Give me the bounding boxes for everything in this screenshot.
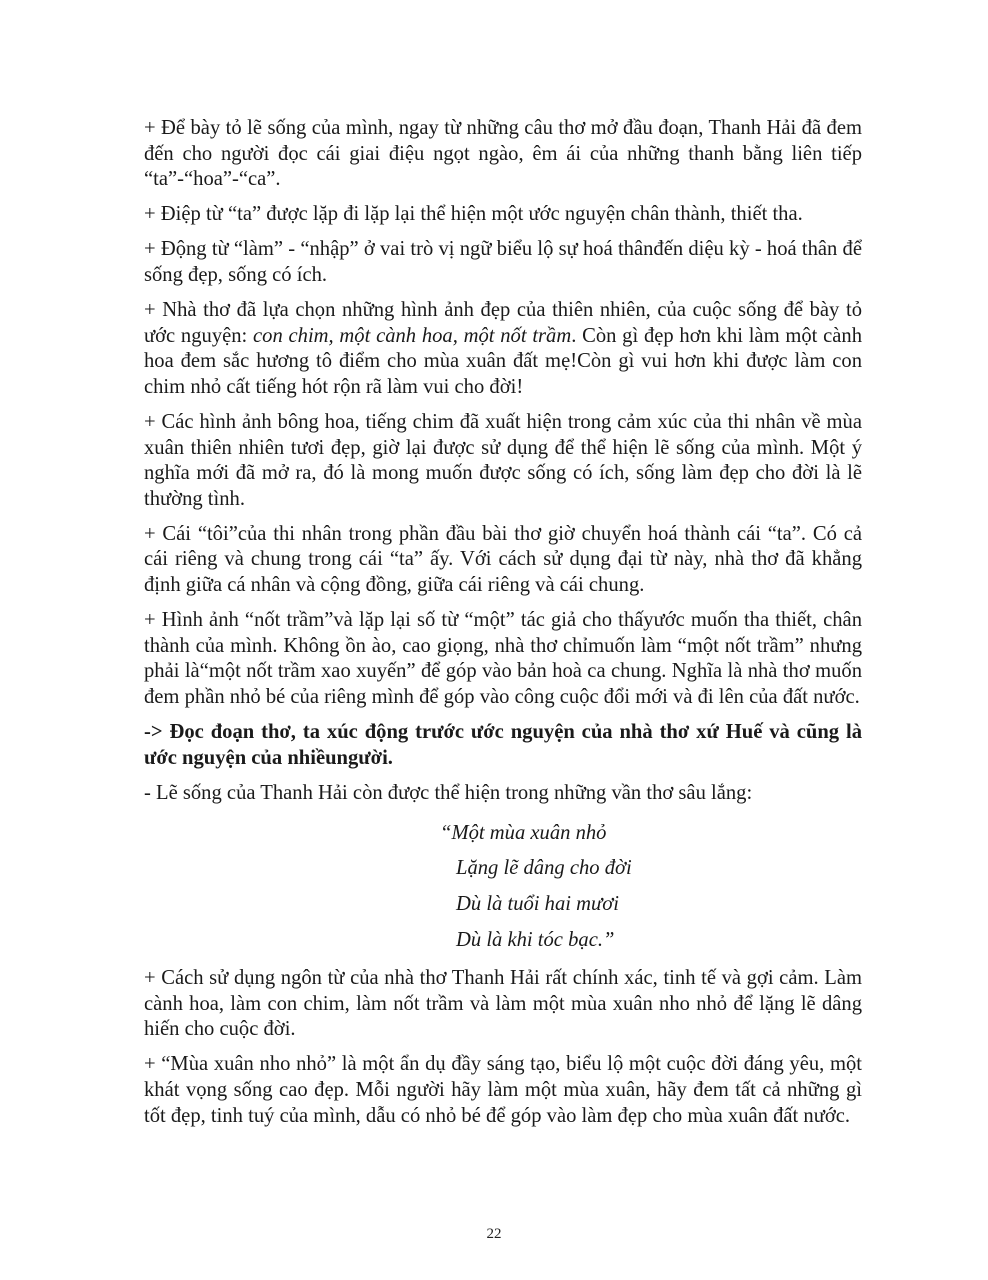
body-paragraph — [144, 1052, 862, 1129]
conclusion-paragraph: -> Đọc đoạn thơ, ta xúc động trước ước nguyện của nhà thơ xứ Huế và cũng là ước nguyện của nhiềungười. — [144, 720, 862, 769]
paragraph-text: + Nhà thơ đã lựa chọn những hình ảnh đẹp của thiên nhiên, của cuộc sống để bày tỏ ước nguyện: — [144, 299, 862, 347]
paragraph-text: + Điệp từ “ta” được lặp đi lặp lại thể hiện một ước nguyện chân thành, thiết tha. — [144, 203, 803, 226]
body-paragraph — [144, 237, 862, 288]
paragraph-text: + Các hình ảnh bông hoa, tiếng chim đã xuất hiện trong cảm xúc của thi nhân về mùa xuân thiên nhiên tươi đẹp, giờ lại được sử dụng để thể hiện lẽ sống của mình. Một ý nghĩa mới đã mở ra, đó là mong muốn được sống có ích, sống làm đẹp cho đời là lẽ thường tình. — [144, 410, 862, 510]
paragraph-text: + Hình ảnh “nốt trầm”và lặp lại số từ “một” tác giả cho thấyước muốn tha thiết, chân thành của mình. Không ồn ào, cao giọng, nhà thơ chỉmuốn làm “một nốt trầm” nhưng phải là“một nốt trầm xao xuyến” để góp vào bản hoà ca chung. Nghĩa là nhà thơ muốn đem phần nhỏ bé của riêng mình để góp vào công cuộc đổi mới và đi lên của đất nước. — [144, 609, 862, 708]
page-number: 22 — [486, 1226, 502, 1242]
body-paragraph — [144, 522, 862, 599]
body-paragraph — [144, 116, 862, 193]
paragraph-text: + Cái “tôi”của thi nhân trong phần đầu bài thơ giờ chuyển hoá thành cái “ta”. Có cả cái riêng và chung trong cái “ta” ấy. Với cách sử dụng đại từ này, nhà thơ đã khẳng định giữa cá nhân và cộng đồng, giữa cái riêng và cái chung. — [144, 522, 862, 596]
paragraph-text: . Còn gì đẹp hơn khi làm một cành hoa đem sắc hương tô điểm cho mùa xuân đất mẹ!Còn gì vui hơn khi được làm con chim nhỏ cất tiếng hót rộn rã làm vui cho đời! — [144, 324, 862, 398]
paragraph-text: + “Mùa xuân nho nhỏ” là một ẩn dụ đầy sáng tạo, biểu lộ một cuộc đời đáng yêu, một khát vọng sống cao đẹp. Mỗi người hãy làm một mùa xuân, hãy đem tất cả những gì tốt đẹp, tinh tuý của mình, dẫu có nhỏ bé để góp vào làm đẹp cho mùa xuân đất nước. — [144, 1053, 862, 1127]
italic-text: con chim, một cành hoa, một nốt trầm — [253, 324, 572, 347]
paragraph-text: + Để bày tỏ lẽ sống của mình, ngay từ những câu thơ mở đầu đoạn, Thanh Hải đã đem đến cho người đọc cái giai điệu ngọt ngào, êm ái của những thanh bằng liên tiếp “ta”-“hoa”-“ca”. — [144, 117, 862, 191]
body-paragraph — [144, 608, 862, 710]
poem-line: “Một mùa xuân nhỏ — [440, 821, 607, 844]
body-paragraph — [144, 410, 862, 512]
body-paragraph — [144, 966, 862, 1043]
paragraph-group-bottom — [144, 966, 862, 1129]
poem-line: Lặng lẽ dâng cho đời — [456, 857, 632, 880]
poem-line: Dù là tuổi hai mươi — [456, 892, 619, 915]
body-paragraph — [144, 298, 862, 400]
body-paragraph — [144, 202, 862, 228]
document-body — [144, 116, 862, 1139]
paragraph-group-top — [144, 116, 862, 710]
paragraph-text: + Động từ “làm” - “nhập” ở vai trò vị ngữ biểu lộ sự hoá thânđến diệu kỳ - hoá thân để sống đẹp, sống có ích. — [144, 238, 862, 286]
paragraph-text: + Cách sử dụng ngôn từ của nhà thơ Thanh Hải rất chính xác, tinh tế và gợi cảm. Làm cành hoa, làm con chim, làm nốt trầm và làm một mùa xuân nho nhỏ để lặng lẽ dâng hiến cho cuộc đời. — [144, 967, 862, 1041]
intro-line: - Lẽ sống của Thanh Hải còn được thể hiện trong những vần thơ sâu lắng: — [144, 781, 753, 804]
poem-stanza — [144, 816, 862, 958]
poem-line: Dù là khi tóc bạc.” — [456, 928, 615, 951]
